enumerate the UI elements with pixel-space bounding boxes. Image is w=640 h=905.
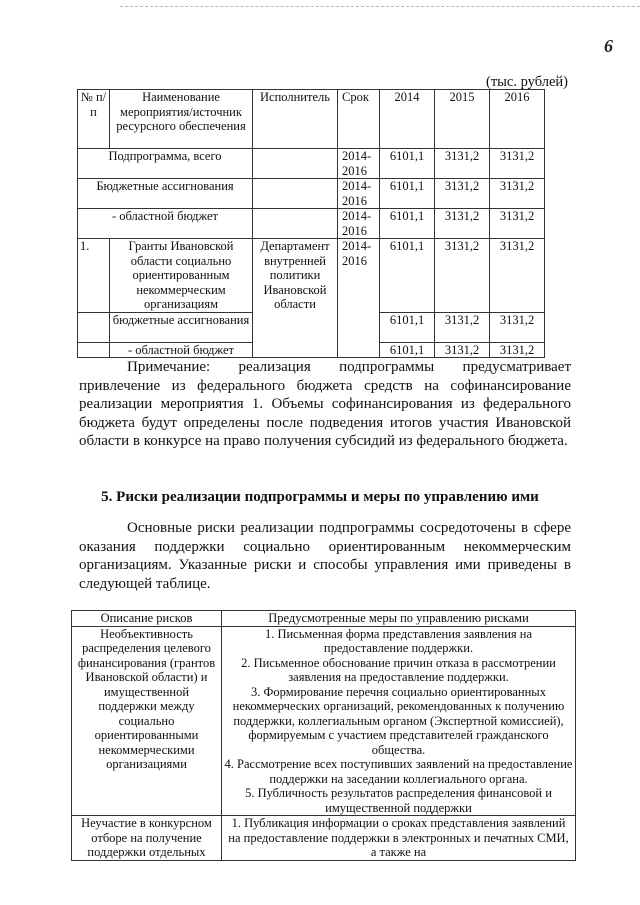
risk-table <box>71 610 576 861</box>
row-2015: 3131,2 <box>435 149 490 179</box>
row-2015: 3131,2 <box>435 312 490 342</box>
table-row <box>78 239 545 313</box>
scan-artifact-line <box>120 6 640 8</box>
row-risk: Необъективность распределения целевого финансирования (грантов Ивановской области) и имущественной поддержки между социально ориентированными некоммерческими организациями <box>72 626 222 816</box>
row-risk: Неучастие в конкурсном отборе на получение поддержки отдельных <box>72 816 222 861</box>
row-term: 2014-2016 <box>338 209 380 239</box>
note-text: Примечание: реализация подпрограммы предусматривает привлечение из федерального бюджета средств на софинансирование реализации мероприятия 1. Объемы софинансирования из федерального бюджета будут определены после подведения итогов участия Ивановской области в конкурсе на право получения субсидий из федерального бюджета. <box>79 359 571 450</box>
units-label: (тыс. рублей) <box>486 74 568 90</box>
row-2015: 3131,2 <box>435 209 490 239</box>
row-2015: 3131,2 <box>435 342 490 358</box>
table-header-row <box>78 90 545 149</box>
table-header-row <box>72 611 576 627</box>
row-executor <box>253 209 338 239</box>
row-no <box>78 342 110 358</box>
row-2016: 3131,2 <box>490 179 545 209</box>
row-name: бюджетные ассигнования <box>110 312 253 342</box>
row-no <box>78 312 110 342</box>
measure-item: 1. Письменная форма представления заявления на предоставление поддержки. <box>264 626 533 655</box>
row-name: - областной бюджет <box>110 342 253 358</box>
row-no: 1. <box>78 239 110 313</box>
measure-item: 1. Публикация информации о сроках представления заявлений на предоставление поддержки в электронных и печатных СМИ, а также на <box>228 816 569 859</box>
row-name: - областной бюджет <box>78 209 253 239</box>
header-name: Наименование мероприятия/источник ресурсного обеспечения <box>110 90 253 149</box>
row-2016: 3131,2 <box>490 342 545 358</box>
row-2014: 6101,1 <box>380 209 435 239</box>
row-executor <box>253 149 338 179</box>
measure-item: 2. Письменное обоснование причин отказа в рассмотрении заявления на предоставление поддержки. <box>241 655 556 684</box>
header-2014: 2014 <box>380 90 435 149</box>
row-2016: 3131,2 <box>490 149 545 179</box>
row-name: Бюджетные ассигнования <box>78 179 253 209</box>
row-2014: 6101,1 <box>380 312 435 342</box>
section-intro <box>79 519 571 593</box>
measure-item: 5. Публичность результатов распределения финансовой и имущественной поддержки <box>245 786 552 815</box>
measure-item: 3. Формирование перечня социально ориентированных некоммерческих организаций, рекомендованных к получению поддержки, коллегиальным органом (Экспертной комиссией), формируемым с участием представителей гражданского общества. <box>232 684 565 757</box>
row-2016: 3131,2 <box>490 239 545 313</box>
row-measures <box>222 816 576 861</box>
row-name: Подпрограмма, всего <box>78 149 253 179</box>
row-2016: 3131,2 <box>490 209 545 239</box>
row-executor: Департамент внутренней политики Ивановской области <box>253 239 338 358</box>
row-2014: 6101,1 <box>380 239 435 313</box>
row-name: Гранты Ивановской области социально ориентированным некоммерческим организациям <box>110 239 253 313</box>
header-2016: 2016 <box>490 90 545 149</box>
header-measures: Предусмотренные меры по управлению рисками <box>222 611 576 627</box>
header-no: № п/п <box>78 90 110 149</box>
row-2015: 3131,2 <box>435 179 490 209</box>
header-executor: Исполнитель <box>253 90 338 149</box>
header-risk: Описание рисков <box>72 611 222 627</box>
row-2015: 3131,2 <box>435 239 490 313</box>
row-term: 2014-2016 <box>338 179 380 209</box>
row-term: 2014-2016 <box>338 239 380 358</box>
table-row <box>78 179 545 209</box>
table-row <box>72 816 576 861</box>
intro-text: Основные риски реализации подпрограммы сосредоточены в сфере оказания поддержки социально ориентированным некоммерческим организациям. Указанные риски и способы управления ими приведены в следующей таблице. <box>79 520 571 592</box>
row-term: 2014-2016 <box>338 149 380 179</box>
row-2014: 6101,1 <box>380 179 435 209</box>
table-row <box>78 149 545 179</box>
table-row <box>72 626 576 816</box>
page-number: 6 <box>604 36 613 56</box>
header-2015: 2015 <box>435 90 490 149</box>
row-2014: 6101,1 <box>380 149 435 179</box>
measure-item: 4. Рассмотрение всех поступивших заявлений на предоставление поддержки на заседании коллегиального органа. <box>224 757 573 786</box>
section-heading: 5. Риски реализации подпрограммы и меры по управлению ими <box>101 489 539 505</box>
header-term: Срок <box>338 90 380 149</box>
funding-note <box>79 358 571 451</box>
table-row <box>78 209 545 239</box>
funding-table <box>77 89 545 358</box>
row-executor <box>253 179 338 209</box>
row-measures <box>222 626 576 816</box>
row-2016: 3131,2 <box>490 312 545 342</box>
row-2014: 6101,1 <box>380 342 435 358</box>
